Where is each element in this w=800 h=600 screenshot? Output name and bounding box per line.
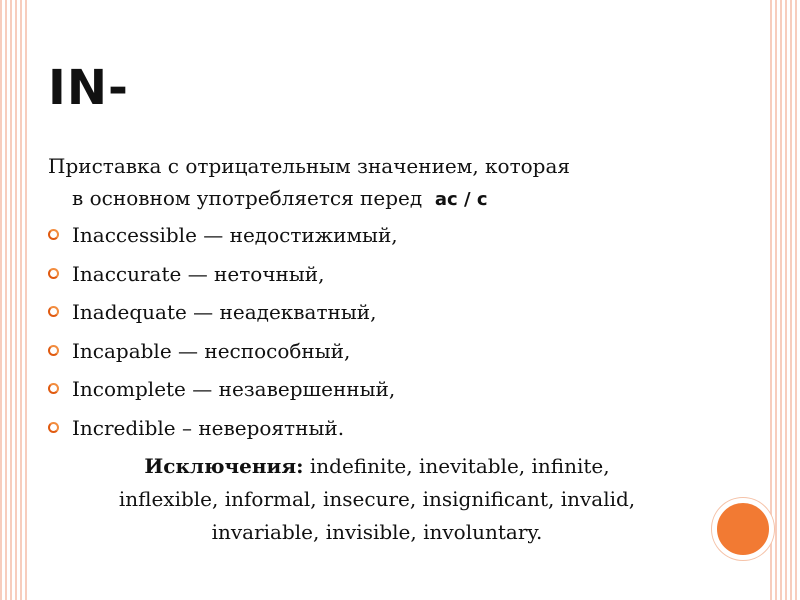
bullet-icon — [48, 345, 59, 356]
bullet-icon — [48, 306, 59, 317]
bullet-icon — [48, 383, 59, 394]
list-item — [48, 216, 398, 255]
intro-line-1: Приставка с отрицательным значением, которая — [48, 154, 571, 178]
intro-line-2 — [48, 182, 708, 216]
list-item-text: Inadequate — неадекватный, — [72, 300, 377, 325]
list-item-text: Incapable — неспособный, — [72, 338, 351, 363]
bullet-icon — [48, 268, 59, 279]
bullet-list — [48, 216, 398, 448]
list-item-text: Inaccessible — недостижимый, — [72, 223, 398, 247]
exceptions-line-3: invariable, invisible, involuntary. — [211, 520, 543, 544]
left-border-stripes — [0, 0, 28, 600]
right-border-stripes — [770, 0, 800, 600]
list-item — [48, 409, 398, 448]
list-item-text: Incredible – невероятный. — [72, 415, 345, 440]
intro-accent: ac / c — [434, 189, 488, 210]
list-item — [48, 370, 398, 409]
bullet-icon — [48, 229, 59, 240]
exceptions-label: Исключения: — [144, 454, 304, 478]
bullet-icon — [48, 422, 59, 433]
decorative-circle — [712, 498, 774, 560]
list-item-text: Incomplete — незавершенный, — [72, 377, 396, 402]
list-item-text: Inaccurate — неточный, — [72, 261, 325, 286]
exceptions-block — [44, 450, 710, 549]
exceptions-line-2: inflexible, informal, insecure, insignificant, invalid, — [118, 487, 636, 511]
exceptions-line-1 — [44, 450, 710, 483]
intro-line-2-text: в основном употребляется перед — [72, 186, 423, 210]
list-item — [48, 255, 398, 294]
exceptions-line-1-text: indefinite, inevitable, infinite, — [309, 454, 610, 478]
list-item — [48, 332, 398, 371]
list-item — [48, 293, 398, 332]
slide-title: IN- — [48, 60, 129, 116]
intro-text — [48, 150, 708, 216]
